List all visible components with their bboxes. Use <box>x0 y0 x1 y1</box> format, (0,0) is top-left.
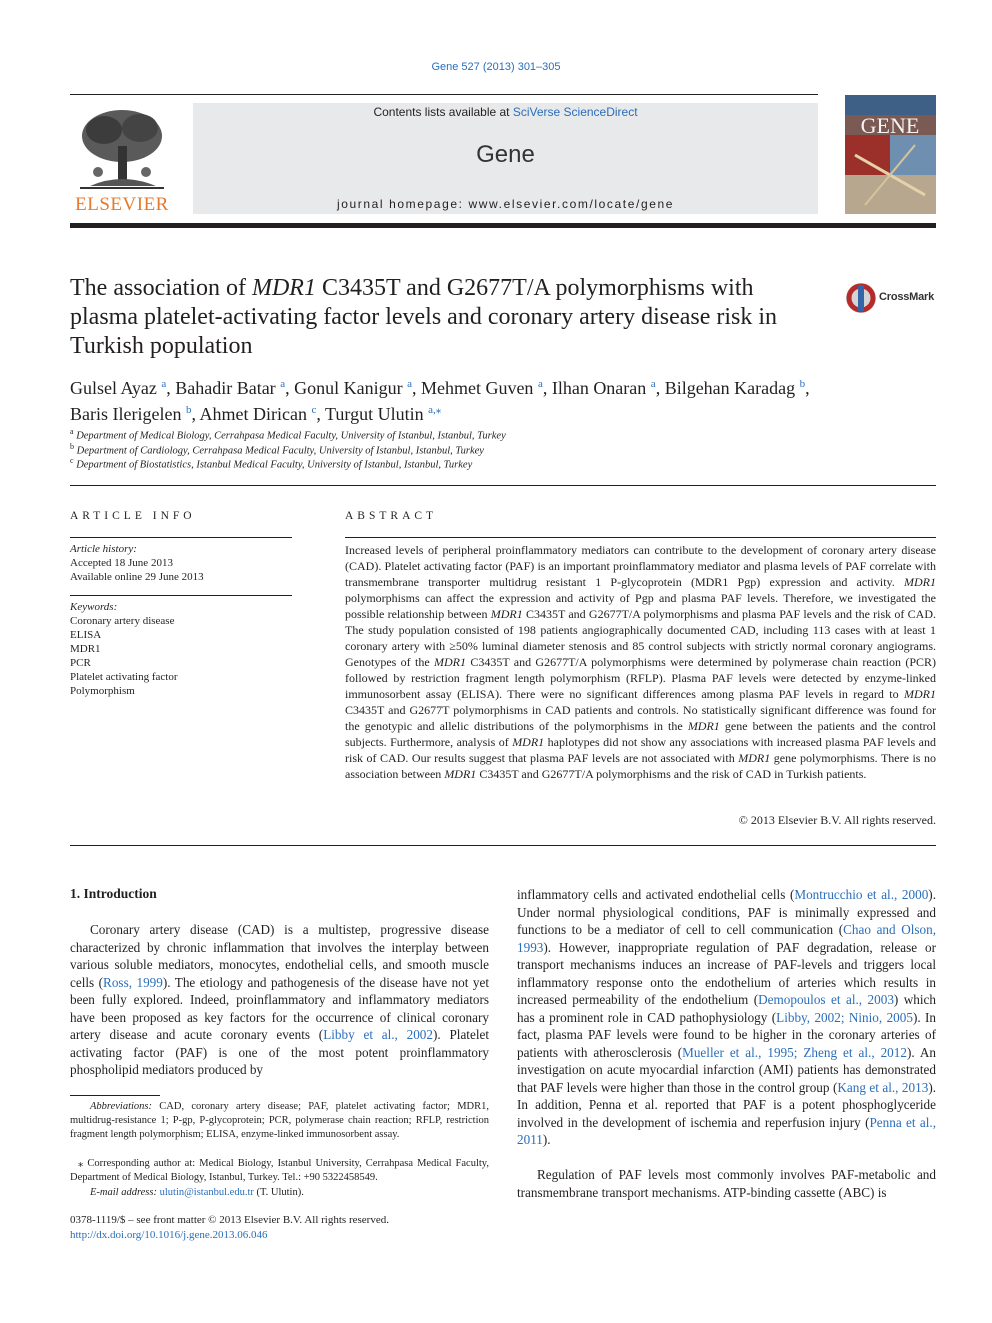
journal-cover[interactable] <box>845 95 936 214</box>
author[interactable]: Bahadir Batar $^a$ <box>175 378 286 398</box>
author[interactable]: Mehmet Guven $^a$ <box>420 378 543 398</box>
author[interactable]: Ilhan Onaran $^a$ <box>551 378 656 398</box>
keywords: Keywords: Coronary artery disease ELISA MDR1 PCR Platelet activating factor Polymorphism <box>70 601 178 697</box>
keyword: Coronary artery disease <box>70 615 175 627</box>
citation-link[interactable]: Chao and Olson, 1993 <box>517 922 936 955</box>
divider <box>70 537 292 538</box>
citation-link[interactable]: Demopoulos et al., 2003 <box>758 992 894 1007</box>
body-paragraph: Regulation of PAF levels most commonly involves PAF-metabolic and transmembrane transport mechanisms. ATP-binding cassette (ABC) is <box>517 1167 936 1200</box>
keyword: Platelet activating factor <box>70 671 178 683</box>
journal-homepage: journal homepage: www.elsevier.com/locate/gene <box>336 197 675 211</box>
article-title: The association of MDR1 C3435T and G2677T/A polymorphisms with plasma platelet-activating factor levels and coronary artery disease risk in Turkish population <box>70 275 778 359</box>
cover-image-icon <box>845 95 936 214</box>
citation-link[interactable]: Kang et al., 2013 <box>837 1079 929 1095</box>
issn-line: 0378-1119/$ – see front matter © 2013 Elsevier B.V. All rights reserved. <box>70 1214 389 1226</box>
keyword: Polymorphism <box>70 685 135 697</box>
email-footnote: E-mail address: ulutin@istanbul.edu.tr (T. Ulutin). <box>90 1187 304 1198</box>
footnote-divider <box>70 1095 160 1096</box>
citation-link[interactable]: Penna et al., 2011 <box>517 1114 936 1147</box>
citation-link[interactable]: Libby et al., 2002 <box>323 1027 433 1042</box>
keyword: MDR1 <box>70 643 101 655</box>
journal-title: Gene <box>476 141 535 168</box>
corresponding-author-footnote: ⁎ Corresponding author at: Medical Biology, Istanbul University, Cerrahpasa Medical Faculty, Department of Medical Biology, Istanbul, Turkey. Tel.: +90 5322458549. <box>70 1158 489 1183</box>
abbreviations-footnote: Abbreviations: CAD, coronary artery disease; PAF, platelet activating factor; MDR1, multidrug-resistance 1; P-gp, P-glycoprotein; PCR, polymerase chain reaction; RFLP, restriction fragment length polymorphism; ELISA, enzyme-linked immunosorbent assay. <box>70 1101 489 1140</box>
author[interactable]: Ahmet Dirican $^c$ <box>199 404 317 424</box>
homepage-link[interactable]: www.elsevier.com/locate/gene <box>468 197 675 211</box>
doi-link[interactable]: http://dx.doi.org/10.1016/j.gene.2013.06.046 <box>70 1229 268 1241</box>
keyword: ELISA <box>70 629 102 641</box>
journal-masthead <box>193 103 818 214</box>
citation-link[interactable]: Montrucchio et al., 2000 <box>794 887 929 902</box>
cover-title: GENE <box>860 113 920 138</box>
section-heading: 1. Introduction <box>70 886 157 901</box>
keyword: PCR <box>70 657 91 669</box>
copyright: © 2013 Elsevier B.V. All rights reserved. <box>738 813 936 827</box>
crossmark-icon <box>845 281 877 315</box>
abstract-heading: ABSTRACT <box>345 510 438 522</box>
elsevier-tree-icon <box>70 106 174 192</box>
elsevier-wordmark: ELSEVIER <box>75 194 169 215</box>
body-paragraph: inflammatory cells and activated endothelial cells (Montrucchio et al., 2000). Under normal physiological conditions, PAF is minimally expressed and functions to be a mediator of cell to cell communication (Chao and Olson, 1993). However, inappropriate regulation of PAF degradation, release or transport mechanisms induces an increase of PAF-levels and triggers local inflammatory response onto the endothelium of arteries which results in increased permeability of the endothelium (Demopoulos et al., 2003) which has a prominent role in CAD pathophysiology (Libby, 2002; Ninio, 2005). In fact, plasma PAF levels were found to be higher in the coronary arteries of patients with atherosclerosis (Mueller et al., 1995; Zheng et al., 2012). An investigation on acute myocardial infarction (AMI) patients has demonstrated that PAF levels were higher than those in the control group (Kang et al., 2013). In addition, Penna et al. reported that PAF is a potent phosphoglyceride involved in the development of ischemia and reperfusion injury (Penna et al., 2011). <box>517 887 937 1147</box>
divider <box>70 845 936 846</box>
crossmark-label: CrossMark <box>879 291 935 303</box>
header-rule <box>70 94 818 95</box>
elsevier-logo[interactable] <box>70 106 174 214</box>
header-thick-rule <box>70 223 936 228</box>
affiliation: $^a$ Department of Medical Biology, Cerrahpasa Medical Faculty, University of Istanbul, Istanbul, Turkey <box>70 427 506 442</box>
affiliation: $^c$ Department of Biostatistics, Istanbul Medical Faculty, University of Istanbul, Istanbul, Turkey <box>70 456 473 471</box>
divider <box>70 485 936 486</box>
article-history: Article history: Accepted 18 June 2013 Available online 29 June 2013 <box>70 543 204 583</box>
citation-link[interactable]: Libby, 2002; Ninio, 2005 <box>776 1009 913 1025</box>
author[interactable]: Turgut Ulutin $^{a,⁎}$ <box>325 404 442 424</box>
sciencedirect-link[interactable]: SciVerse ScienceDirect <box>512 105 638 119</box>
journal-citation[interactable]: Gene 527 (2013) 301–305 <box>431 61 561 73</box>
crossmark-button[interactable] <box>845 281 935 315</box>
citation-link[interactable]: Ross, 1999 <box>103 974 163 990</box>
body-paragraph: Coronary artery disease (CAD) is a multistep, progressive disease characterized by chronic inflammation that involves the interplay between various soluble mediators, monocytes, endothelial cells, and smooth muscle cells (Ross, 1999). The etiology and pathogenesis of the disease have not yet been fully explored. Indeed, proinflammatory and inflammatory mediators have been proposed as key factors for the occurrence of clinical coronary artery disease and acute coronary events (Libby et al., 2002). Platelet activating factor (PAF) is one of the most potent proinflammatory phospholipid mediators produced by <box>70 922 490 1077</box>
author[interactable]: Gonul Kanigur $^a$ <box>294 378 412 398</box>
author[interactable]: Gulsel Ayaz $^a$ <box>70 378 167 398</box>
divider <box>345 537 936 538</box>
affiliation: $^b$ Department of Cardiology, Cerrahpasa Medical Faculty, University of Istanbul, Istanbul, Turkey <box>70 442 484 457</box>
article-info-heading: ARTICLE INFO <box>70 510 196 522</box>
abstract-text: Increased levels of peripheral proinflammatory mediators can contribute to the development of coronary artery disease (CAD). Platelet activating factor (PAF) is an important proinflammatory mediator and plasma levels of PAF correlate with transmembrane transporter multidrug resistant 1 P-glycoprotein (MDR1 Pgp) expression and activity. MDR1 polymorphisms can affect the expression and activity of Pgp and plasma PAF levels. Therefore, we investigated the possible relationship between MDR1 C3435T and G2677T/A polymorphisms and plasma PAF levels and the risk of CAD. The study population consisted of 198 patients angiographically documented CAD, including 113 cases with at least 1 coronary artery with ≥50% luminal diameter stenosis and 85 control subjects with strictly normal coronary angiograms. Genotypes of the MDR1 C3435T and G2677T/A polymorphisms were determined by polymerase chain reaction (PCR) followed by restriction fragment length polymorphism (RFLP). Plasma PAF levels were detected by enzyme-linked immunosorbent assay (ELISA). There were no significant differences among plasma PAF levels in regard to MDR1 C3435T and G2677T polymorphisms in CAD patients and controls. No statistically significant difference was found for the genotypic and allelic distributions of the polymorphisms in the MDR1 gene between the patients and the control subjects. Furthermore, analysis of MDR1 haplotypes did not show any associations with increased plasma PAF levels and risk of CAD. Our results suggest that plasma PAF levels are not associated with MDR1 gene polymorphisms. There is no association between MDR1 C3435T and G2677T/A polymorphisms and the risk of CAD in Turkish patients. <box>345 543 937 781</box>
divider <box>70 595 292 596</box>
citation-link[interactable]: Mueller et al., 1995; Zheng et al., 2012 <box>682 1044 907 1060</box>
author[interactable]: Baris Ilerigelen $^b$ <box>70 404 192 424</box>
author[interactable]: Bilgehan Karadag $^b$ <box>664 378 806 398</box>
author-list: Gulsel Ayaz $^a$, Bahadir Batar $^a$, Gonul Kanigur $^a$, Mehmet Guven $^a$, Ilhan Onaran $^a$, Bilgehan Karadag $^b$, Baris Ilerigelen $^b$, Ahmet Dirican $^c$, Turgut Ulutin $^{a,⁎}$ <box>70 378 810 424</box>
contents-line: Contents lists available at SciVerse ScienceDirect <box>373 105 638 119</box>
email-link[interactable]: ulutin@istanbul.edu.tr <box>159 1187 254 1198</box>
